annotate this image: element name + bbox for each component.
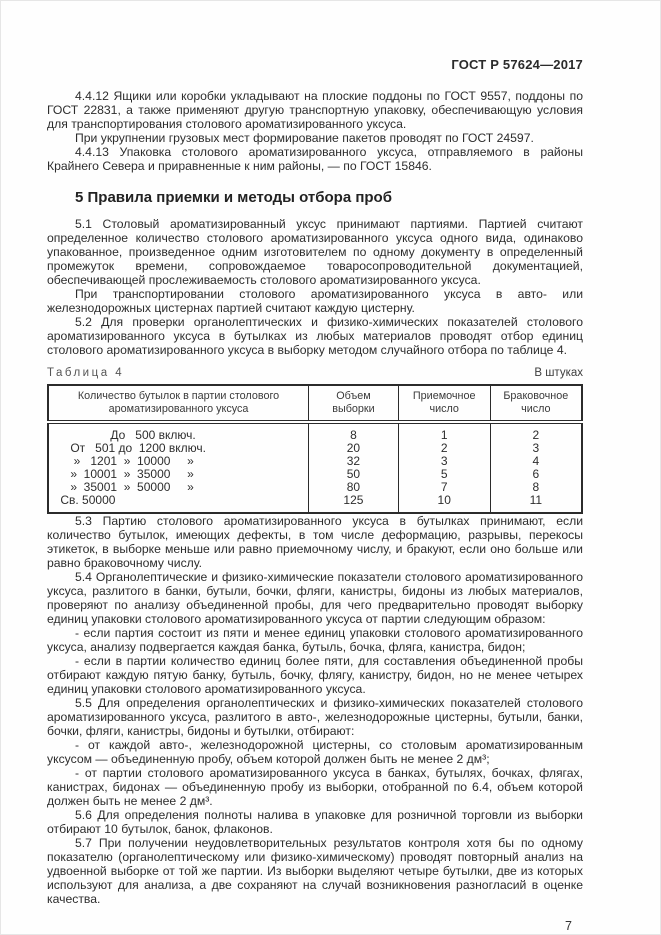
cell-range: От 501 до 1200 включ. <box>57 440 206 455</box>
cell-acceptance: 2 <box>398 442 490 455</box>
cell-rejection: 2 <box>490 422 582 442</box>
section-5-heading: 5 Правила приемки и методы отбора проб <box>75 189 392 206</box>
para-5-5: 5.5 Для определения органолептических и физико-химических показателей столового ароматизированного уксуса, разлитого в авто-, железнодорожные цистерны, бутыли, банки, бочки, фляги, канистры, бидоны и бутылки, отбирают: <box>47 696 583 739</box>
cell-rejection: 3 <box>490 442 582 455</box>
cell-sample-size: 80 <box>309 481 399 494</box>
table-header-row <box>48 385 582 422</box>
cell-range: » 35001 » 50000 » <box>57 479 194 494</box>
table-row <box>48 494 582 514</box>
cell-rejection: 4 <box>490 455 582 468</box>
para-5-4-item-2: - если в партии количество единиц более пяти, для составления объединенной пробы отбирают каждую пятую банку, бутыль, бочку, флягу, канистру, бидон, но не менее четырех единиц упаковки столового ароматизированного уксуса. <box>47 654 583 697</box>
para-4-4-12: 4.4.12 Ящики или коробки укладывают на плоские поддоны по ГОСТ 9557, поддоны по ГОСТ 22831, а также применяют другую транспортную упаковку, обеспечивающую условия для транспортирования столового ароматизированного уксуса. <box>47 89 583 131</box>
para-5-1-transport: При транспортировании столового ароматизированного уксуса в авто- или железнодорожных цистернах партией считают каждую цистерну. <box>47 287 583 315</box>
page-number: 7 <box>565 919 572 934</box>
para-5-5-item-2: - от партии столового ароматизированного уксуса в банках, бутылях, бочках, флягах, канистрах, бидонах — объединенную пробу из выборки, отобранной по 6.4, объем которой должен быть не менее 2 дм³. <box>47 766 583 809</box>
table-caption: Таблица 4 <box>47 367 125 379</box>
table-row <box>48 481 582 494</box>
para-5-2: 5.2 Для проверки органолептических и физико-химических показателей столового ароматизированного уксуса в бутылках из любых материалов проводят отбор единиц столового ароматизированного уксуса в выборку методом случайного отбора по таблице 4. <box>47 315 583 357</box>
cell-rejection: 6 <box>490 468 582 481</box>
cell-sample-size: 20 <box>309 442 399 455</box>
cell-rejection: 8 <box>490 481 582 494</box>
cell-range: Св. 50000 <box>57 492 116 507</box>
cell-sample-size: 8 <box>309 422 399 442</box>
cell-range: » 10001 » 35000 » <box>57 466 194 481</box>
cell-acceptance: 1 <box>398 422 490 442</box>
cell-acceptance: 7 <box>398 481 490 494</box>
doc-number-header: ГОСТ Р 57624—2017 <box>451 57 583 72</box>
para-5-6: 5.6 Для определения полноты налива в упаковке для розничной торговли из выборки отбирают 10 бутылок, банок, флаконов. <box>47 808 583 837</box>
table-caption-row <box>47 367 583 379</box>
column-header-party-quantity: Количество бутылок в партии столового ароматизированного уксуса <box>48 385 309 422</box>
table-4-body <box>48 422 582 513</box>
para-5-3: 5.3 Партию столового ароматизированного уксуса в бутылках принимают, если количество бутылок, имеющих дефекты, в том числе деформацию, разрывы, перекосы этикеток, в выборке меньше или равно приемочному числу, и бракуют, если оно больше или равно браковочному числу. <box>47 514 583 571</box>
column-header-acceptance-number: Приемочное число <box>398 385 490 422</box>
table-4 <box>47 384 583 514</box>
cell-acceptance: 10 <box>398 494 490 514</box>
cell-range: » 1201 » 10000 » <box>57 453 194 468</box>
para-5-7: 5.7 При получении неудовлетворительных результатов контроля хотя бы по одному показателю (органолептическому или физико-химическому) проводят повторный анализ на удвоенной выборке от той же партии. Из выборки выделяют четыре бутылки, две из которых используют для анализа, а две сохраняют на случай возникновения разногласий в оценке качества. <box>47 836 583 907</box>
para-5-1: 5.1 Столовый ароматизированный уксус принимают партиями. Партией считают определенное количество столового ароматизированного уксуса одного вида, одинаково упакованное, произведенное одним изготовителем по одному документу в определенный промежуток времени, сопровождаемое товаросопроводительной документацией, обеспечивающей прослеживаемость столового ароматизированного уксуса. <box>47 217 583 287</box>
para-pallets: При укрупнении грузовых мест формирование пакетов проводят по ГОСТ 24597. <box>75 131 534 145</box>
para-5-4-item-1: - если партия состоит из пяти и менее единиц упаковки столового ароматизированного уксуса, анализу подвергается каждая банка, бутыль, бочка, фляга, канистра, бидон; <box>47 626 583 655</box>
table-units-note: В штуках <box>534 367 583 379</box>
cell-acceptance: 3 <box>398 455 490 468</box>
table-4-header <box>48 385 582 422</box>
cell-acceptance: 5 <box>398 468 490 481</box>
cell-sample-size: 50 <box>309 468 399 481</box>
table-row <box>48 455 582 468</box>
cell-rejection: 11 <box>490 494 582 514</box>
table-row <box>48 422 582 442</box>
cell-sample-size: 32 <box>309 455 399 468</box>
page-content <box>47 57 583 933</box>
cell-sample-size: 125 <box>309 494 399 514</box>
column-header-rejection-number: Браковочное число <box>490 385 582 422</box>
para-5-4: 5.4 Органолептические и физико-химические показатели столового ароматизированного уксуса, разлитого в банки, бутыли, бочки, фляги, канистры, бидоны из любых материалов, проверяют по анализу объединенной пробы, для чего предварительно проводят выборку единиц упаковки столового ароматизированного уксуса от партии следующим образом: <box>47 570 583 627</box>
para-5-5-item-1: - от каждой авто-, железнодорожной цистерны, со столовым ароматизированным уксусом — объединенную пробу, объем которой должен быть не менее 2 дм³; <box>47 738 583 767</box>
para-4-4-13: 4.4.13 Упаковка столового ароматизированного уксуса, отправляемого в районы Крайнего Севера и приравненные к ним районы, — по ГОСТ 15846. <box>47 145 583 173</box>
table-row <box>48 468 582 481</box>
table-row <box>48 442 582 455</box>
column-header-sample-size: Объем выборки <box>309 385 399 422</box>
cell-range: До 500 включ. <box>57 428 196 442</box>
